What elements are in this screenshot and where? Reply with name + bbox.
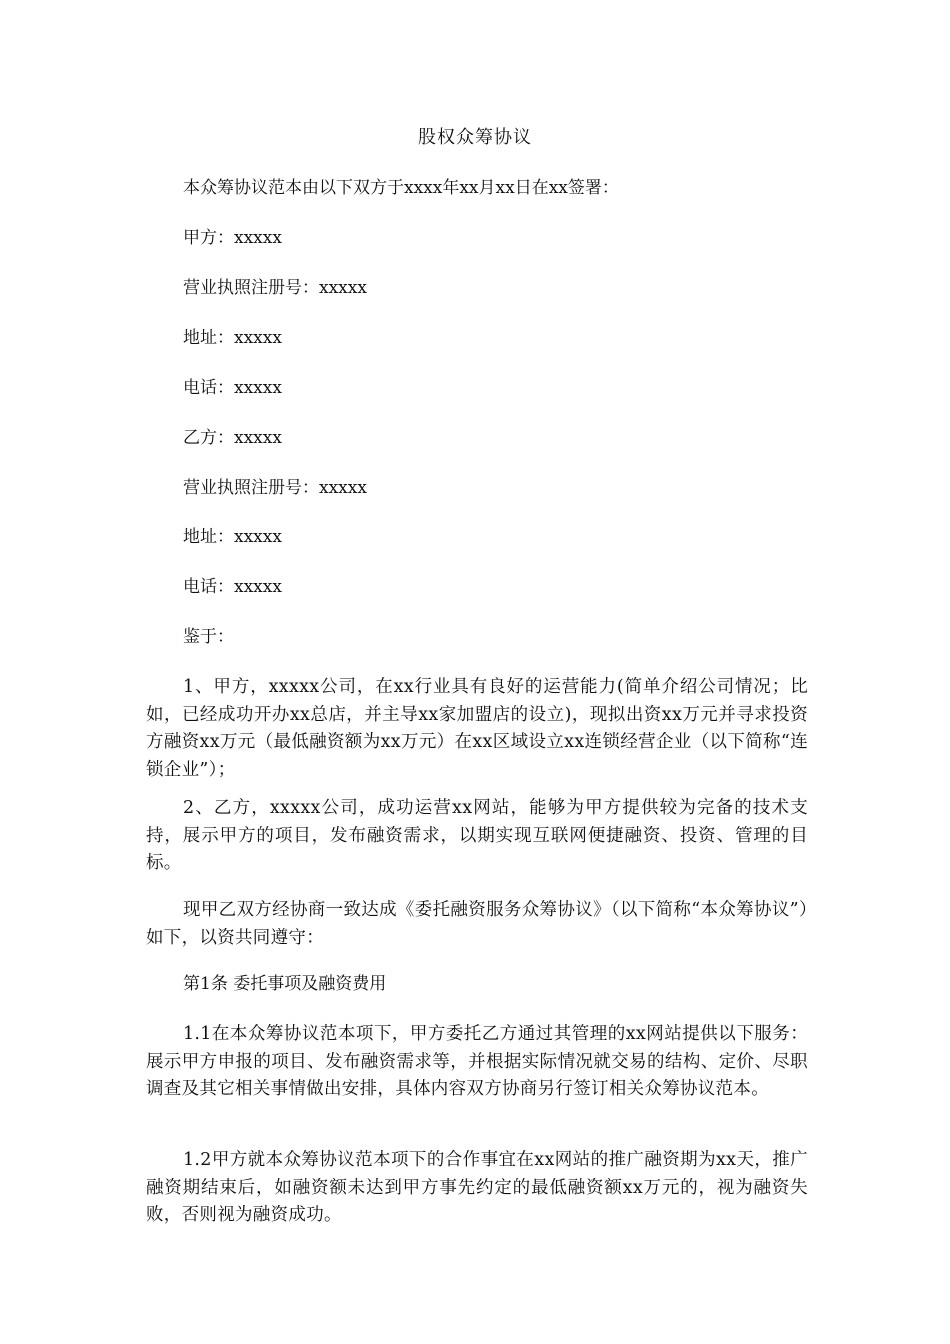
whereas-heading: 鉴于：	[183, 627, 234, 647]
article-1-1: 1.1在本众筹协议范本项下，甲方委托乙方通过其管理的xx网站提供以下服务：展示甲方申报的项目、发布融资需求等，并根据实际情况就交易的结构、定价、尽职调查及其它相关事情做出安排，具体内容双方协商另行签订相关众筹协议范本。	[146, 1024, 808, 1099]
party-a-address: 地址：xxxxx	[183, 328, 282, 348]
party-a-phone: 电话：xxxxx	[183, 378, 282, 398]
clause-2: 2、乙方，xxxxx公司，成功运营xx网站，能够为甲方提供较为完备的技术支持，展示甲方的项目，发布融资需求，以期实现互联网便捷融资、投资、管理的目标。	[146, 798, 808, 873]
document-title: 股权众筹协议	[418, 127, 532, 148]
party-b-license: 营业执照注册号：xxxxx	[183, 478, 367, 498]
clause-1: 1、甲方，xxxxx公司，在xx行业具有良好的运营能力(简单介绍公司情况；比如，已经成功开办xx总店，并主导xx家加盟店的设立)，现拟出资xx万元并寻求投资方融资xx万元（最低融资额为xx万元）在xx区域设立xx连锁经营企业（以下简称“连锁企业”）；	[146, 677, 808, 780]
party-a-license: 营业执照注册号：xxxxx	[183, 278, 367, 298]
party-a-name: 甲方：xxxxx	[183, 228, 282, 248]
party-b-phone: 电话：xxxxx	[183, 577, 282, 597]
article-1-title: 第1条 委托事项及融资费用	[183, 974, 387, 994]
party-b-name: 乙方：xxxxx	[183, 428, 282, 448]
intro-line: 本众筹协议范本由以下双方于xxxx年xx月xx日在xx签署：	[183, 178, 619, 198]
article-1-2: 1.2甲方就本众筹协议范本项下的合作事宜在xx网站的推广融资期为xx天，推广融资期结束后，如融资额未达到甲方事先约定的最低融资额xx万元的，视为融资失败，否则视为融资成功。	[146, 1150, 808, 1225]
agreement-statement: 现甲乙双方经协商一致达成《委托融资服务众筹协议》（以下简称“本众筹协议”）如下，以资共同遵守：	[146, 900, 808, 948]
party-b-address: 地址：xxxxx	[183, 527, 282, 547]
